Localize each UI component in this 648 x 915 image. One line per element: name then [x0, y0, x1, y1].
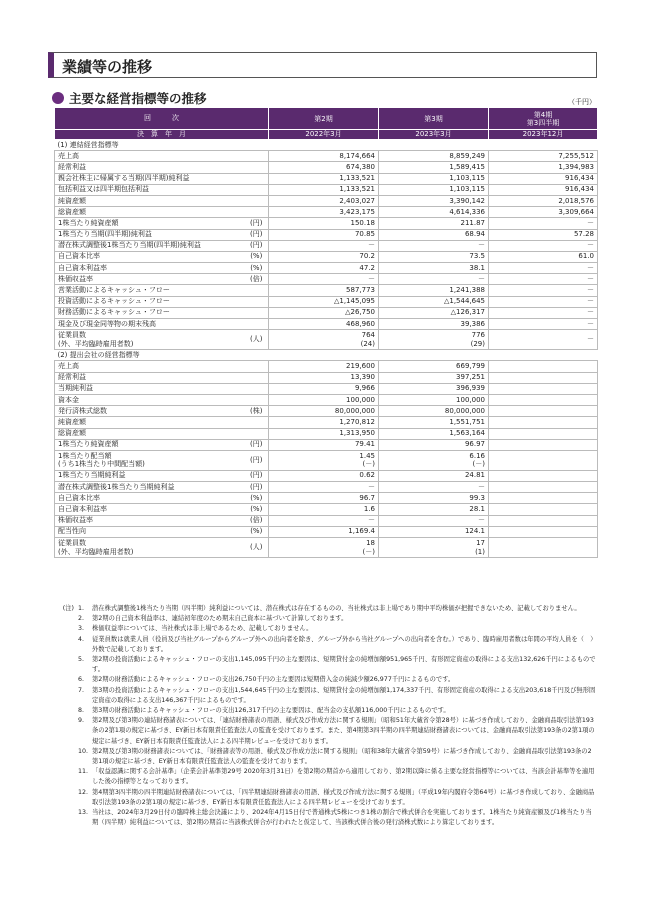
bullet-dot-icon — [52, 92, 64, 104]
value-sub: (24) — [360, 339, 375, 348]
row-value — [489, 383, 598, 394]
row-label: 自己資本比率 — [55, 251, 245, 262]
note-number: 7. — [78, 686, 85, 694]
table-row — [55, 372, 598, 383]
row-label — [55, 450, 245, 470]
note-lead — [52, 655, 78, 675]
row-value — [489, 406, 598, 417]
row-value: 1,394,983 — [489, 162, 598, 173]
row-label: 潜在株式調整後1株当たり当期(四半期)純利益 — [55, 240, 245, 251]
row-value: 38.1 — [379, 263, 489, 274]
row-value: 8,174,664 — [269, 151, 379, 162]
row-value — [489, 439, 598, 450]
row-value — [489, 493, 598, 504]
row-unit: (円) — [245, 229, 269, 240]
table-row — [55, 526, 598, 537]
row-value: 1,133,521 — [269, 184, 379, 195]
row-value — [489, 372, 598, 383]
row-label: 1株当たり純資産額 — [55, 218, 245, 229]
row-unit — [245, 195, 269, 206]
row-unit — [245, 428, 269, 439]
value-main: 776 — [471, 331, 485, 340]
note-lead — [52, 716, 78, 747]
row-label: 親会社株主に帰属する当期(四半期)純利益 — [55, 173, 245, 184]
row-unit — [245, 394, 269, 405]
table-row — [55, 383, 598, 394]
row-label: 売上高 — [55, 361, 245, 372]
value-main: 6.16 — [469, 451, 485, 460]
note-lead — [52, 788, 78, 808]
table-row — [55, 218, 598, 229]
employees-row — [55, 330, 598, 350]
note-text: 従業員数は就業人員（役員及び当社グループからグループ外への出向者を除き、グループ外から当社グループへの出向者を含む。）であり、臨時雇用者数は年間の平均人員を（ ）外数で記載しております。 — [92, 635, 597, 653]
note-lead: (注) — [62, 605, 74, 612]
row-value: 3,423,175 — [269, 207, 379, 218]
row-value: 1,241,388 — [379, 285, 489, 296]
row-value: － — [489, 218, 598, 229]
header-col: 第2期 — [269, 108, 379, 130]
row-label-line: 1株当たり配当額 — [58, 451, 112, 460]
row-value: 8,859,249 — [379, 151, 489, 162]
financial-table — [54, 107, 598, 558]
row-label: 売上高 — [55, 151, 245, 162]
row-unit — [245, 296, 269, 307]
period-date: 2023年3月 — [379, 130, 489, 140]
row-value: 79.41 — [269, 439, 379, 450]
row-label: 純資産額 — [55, 195, 245, 206]
row-value: － — [379, 274, 489, 285]
period-date: 2023年12月 — [489, 130, 598, 140]
row-unit — [245, 173, 269, 184]
row-value: 1,103,115 — [379, 184, 489, 195]
row-unit: (人) — [245, 538, 269, 558]
table-row — [55, 361, 598, 372]
row-value: － — [379, 240, 489, 251]
row-value: 24.81 — [379, 470, 489, 481]
header-col: 第4期 第3四半期 — [489, 108, 598, 130]
note-item — [52, 747, 597, 767]
row-value — [489, 538, 598, 558]
row-value: △26,750 — [269, 307, 379, 318]
row-value: 1,589,415 — [379, 162, 489, 173]
row-label: 包括利益又は四半期包括利益 — [55, 184, 245, 195]
note-item — [52, 614, 597, 624]
row-value: 1,313,950 — [269, 428, 379, 439]
table-row — [55, 151, 598, 162]
note-number: 10. — [78, 747, 89, 755]
row-value — [489, 470, 598, 481]
row-label: 自己資本比率 — [55, 493, 245, 504]
note-text: 第3期の財務活動によるキャッシュ・フローの支出126,317千円の主な要因は、配当金の支払額116,000千円によるものです。 — [92, 707, 450, 715]
note-item — [52, 706, 597, 716]
table-row — [55, 240, 598, 251]
row-label: 当期純利益 — [55, 383, 245, 394]
row-value — [489, 504, 598, 515]
note-item — [52, 686, 597, 706]
value-main: 18 — [366, 539, 375, 547]
note-number: 4. — [78, 635, 85, 643]
note-text: 第2期及び第3期の財務諸表については、「財務諸表等の用語、様式及び作成方法に関する規則」（昭和38年大蔵省令第59号）に基づき作成しており、金融商品取引法第193条の2第1項の規定に基づき、EY新日本有限責任監査法人の監査を受けております。 — [92, 747, 592, 766]
table-row — [55, 394, 598, 405]
row-unit: (円) — [245, 218, 269, 229]
row-value: 0.62 — [269, 470, 379, 481]
note-lead — [52, 747, 78, 767]
note-item — [52, 808, 597, 828]
row-value: △1,145,095 — [269, 296, 379, 307]
row-value: 39,386 — [379, 319, 489, 330]
dividend-row — [55, 450, 598, 470]
row-label: 自己資本利益率 — [55, 263, 245, 274]
table-row — [55, 417, 598, 428]
row-value: 1,169.4 — [269, 526, 379, 537]
table-row — [55, 428, 598, 439]
row-value — [489, 526, 598, 537]
row-value: 80,000,000 — [379, 406, 489, 417]
row-value: 916,434 — [489, 184, 598, 195]
row-unit — [245, 307, 269, 318]
row-label-sub: (うち1株当たり中間配当額) — [58, 460, 145, 469]
row-value: 2,018,576 — [489, 195, 598, 206]
row-label: 自己資本利益率 — [55, 504, 245, 515]
row-unit — [245, 151, 269, 162]
row-value: － — [269, 482, 379, 493]
note-item — [52, 788, 597, 808]
note-lead — [52, 635, 78, 655]
row-unit: (円) — [245, 482, 269, 493]
table-row — [55, 482, 598, 493]
note-number: 3. — [78, 625, 85, 633]
row-unit — [245, 207, 269, 218]
period-row — [55, 130, 598, 140]
row-value: 61.0 — [489, 251, 598, 262]
row-value: △126,317 — [379, 307, 489, 318]
row-value — [379, 450, 489, 470]
row-value: 150.18 — [269, 218, 379, 229]
consolidated-section — [55, 140, 598, 151]
row-value: 68.94 — [379, 229, 489, 240]
row-value: － — [489, 285, 598, 296]
table-row — [55, 184, 598, 195]
unit-label: （千円） — [568, 98, 596, 106]
row-value — [489, 450, 598, 470]
note-item — [52, 716, 597, 747]
row-unit: (%) — [245, 251, 269, 262]
value-sub: (－) — [362, 460, 375, 469]
note-number: 6. — [78, 676, 85, 684]
table-row — [55, 173, 598, 184]
row-value — [489, 394, 598, 405]
note-item — [52, 624, 597, 634]
table-row — [55, 504, 598, 515]
row-label: 総資産額 — [55, 207, 245, 218]
note-lead — [52, 614, 78, 624]
row-unit: (株) — [245, 406, 269, 417]
row-value: 674,380 — [269, 162, 379, 173]
row-value: 100,000 — [269, 394, 379, 405]
row-value: △1,544,645 — [379, 296, 489, 307]
row-value: 70.2 — [269, 251, 379, 262]
row-label: 総資産額 — [55, 428, 245, 439]
row-value: 80,000,000 — [269, 406, 379, 417]
note-text: 「収益認識に関する会計基準」（企業会計基準第29号 2020年3月31日）を第2期の期首から適用しており、第2期以降に係る主要な経営指標等については、当該会計基準等を適用した後の指標等となっております。 — [92, 768, 595, 786]
row-value: 28.1 — [379, 504, 489, 515]
note-lead — [52, 675, 78, 685]
value-sub: (－) — [472, 460, 485, 469]
table-row — [55, 296, 598, 307]
note-item — [52, 635, 597, 655]
row-unit — [245, 319, 269, 330]
header-col: 第3期 — [379, 108, 489, 130]
page-title: 業績等の推移 — [62, 58, 153, 76]
table-row — [55, 229, 598, 240]
section-heading — [52, 89, 207, 107]
note-number: 8. — [78, 707, 85, 715]
row-unit — [245, 361, 269, 372]
table-row — [55, 207, 598, 218]
table-row — [55, 406, 598, 417]
note-lead — [52, 686, 78, 706]
row-unit: (%) — [245, 526, 269, 537]
note-text: 第2期の財務活動によるキャッシュ・フローの支出26,750千円の主な要因は短期借入金の純減少額26,977千円によるものです。 — [92, 676, 455, 684]
row-label — [55, 330, 245, 350]
value-sub: (29) — [470, 339, 485, 348]
row-value: 124.1 — [379, 526, 489, 537]
row-label: 経常利益 — [55, 372, 245, 383]
row-value: 9,966 — [269, 383, 379, 394]
row-unit — [245, 184, 269, 195]
row-label-line: 従業員数 — [58, 539, 86, 547]
row-value: 1,563,164 — [379, 428, 489, 439]
row-value: 1,551,751 — [379, 417, 489, 428]
table-row — [55, 195, 598, 206]
row-label: 発行済株式総数 — [55, 406, 245, 417]
value-main: 764 — [361, 331, 375, 340]
table-row — [55, 470, 598, 481]
parent-section — [55, 350, 598, 361]
row-value: － — [379, 515, 489, 526]
header-label: 回 次 — [55, 108, 269, 130]
note-number: 9. — [78, 717, 85, 725]
note-item — [52, 604, 597, 614]
row-value: 47.2 — [269, 263, 379, 274]
table-row — [55, 162, 598, 173]
row-value: － — [269, 240, 379, 251]
row-value: 397,251 — [379, 372, 489, 383]
row-value: 3,309,664 — [489, 207, 598, 218]
row-value: － — [489, 274, 598, 285]
row-value: 669,799 — [379, 361, 489, 372]
row-value: 3,390,142 — [379, 195, 489, 206]
row-value: － — [269, 274, 379, 285]
row-unit: (%) — [245, 263, 269, 274]
row-value — [269, 450, 379, 470]
row-unit — [245, 372, 269, 383]
row-label: 資本金 — [55, 394, 245, 405]
row-value: － — [269, 515, 379, 526]
row-label: 1株当たり当期(四半期)純利益 — [55, 229, 245, 240]
row-value: 1,270,812 — [269, 417, 379, 428]
row-unit — [245, 162, 269, 173]
row-value: 468,960 — [269, 319, 379, 330]
row-value: 4,614,336 — [379, 207, 489, 218]
row-value: － — [489, 319, 598, 330]
row-value — [269, 538, 379, 558]
row-unit: (%) — [245, 504, 269, 515]
row-value: － — [379, 482, 489, 493]
row-value: 70.85 — [269, 229, 379, 240]
value-main: 1.45 — [359, 451, 375, 460]
row-unit — [245, 383, 269, 394]
row-value: 99.3 — [379, 493, 489, 504]
note-lead — [52, 706, 78, 716]
row-label: 潜在株式調整後1株当たり当期純利益 — [55, 482, 245, 493]
row-unit: (人) — [245, 330, 269, 350]
row-label: 株価収益率 — [55, 515, 245, 526]
note-text: 第2期及び第3期の連結財務諸表については、「連結財務諸表の用語、様式及び作成方法に関する規則」（昭和51年大蔵省令第28号）に基づき作成しており、金融商品取引法第193条の2第1項の規定に基づき、EY新日本有限責任監査法人の監査を受けております。また、第4期第3四半期の四半期連結財務諸表については、金融商品取引法第193条の2第1項の規定に基づき、EY新日本有限責任監査法人による四半期レビューを受けております。 — [92, 717, 595, 745]
parent-employees-row — [55, 538, 598, 558]
row-label: 財務活動によるキャッシュ・フロー — [55, 307, 245, 318]
table-row — [55, 493, 598, 504]
note-text: 第4期第3四半期の四半期連結財務諸表については、「四半期連結財務諸表の用語、様式及び作成方法に関する規則」（平成19年内閣府令第64号）に基づき作成しており、金融商品取引法第193条の2第1項の規定に基づき、EY新日本有限責任監査法人による四半期レビューを受けております。 — [92, 788, 595, 806]
row-label — [55, 538, 245, 558]
row-value: 396,939 — [379, 383, 489, 394]
row-unit: (円) — [245, 470, 269, 481]
row-value: 2,403,027 — [269, 195, 379, 206]
row-value: 96.7 — [269, 493, 379, 504]
section-title: 主要な経営指標等の推移 — [69, 91, 207, 106]
row-unit: (%) — [245, 493, 269, 504]
value-main: 17 — [476, 539, 485, 547]
row-label: 経常利益 — [55, 162, 245, 173]
row-unit: (円) — [245, 450, 269, 470]
row-value: － — [489, 330, 598, 350]
note-item — [52, 655, 597, 675]
note-text: 株価収益率については、当社株式は非上場であるため、記載しておりません。 — [92, 625, 313, 633]
page-title-bar — [48, 52, 597, 78]
row-value — [269, 330, 379, 350]
note-number: 2. — [78, 615, 85, 623]
row-label: 現金及び現金同等物の期末残高 — [55, 319, 245, 330]
row-label-sub: (外、平均臨時雇用者数) — [58, 339, 134, 348]
row-value: 73.5 — [379, 251, 489, 262]
row-value — [379, 538, 489, 558]
row-value — [489, 482, 598, 493]
table-row — [55, 307, 598, 318]
table-row — [55, 439, 598, 450]
row-unit: (倍) — [245, 274, 269, 285]
row-value: 13,390 — [269, 372, 379, 383]
consolidated-section-label: (1) 連結経営指標等 — [55, 140, 598, 151]
row-value: － — [489, 296, 598, 307]
row-value — [379, 330, 489, 350]
row-value: 587,773 — [269, 285, 379, 296]
notes-section — [52, 604, 597, 828]
row-label: 株価収益率 — [55, 274, 245, 285]
note-number: 1. — [78, 605, 85, 612]
note-text: 当社は、2024年3月29日付の臨時株主総会決議により、2024年4月15日付で普通株式5株につき1株の割合で株式併合を実施しております。1株当たり純資産額及び1株当たり当期（四半期）純利益については、第2期の期首に当該株式併合が行われたと仮定して、当該株式併合後の発行済株式数により算定しております。 — [92, 809, 592, 827]
row-value: 219,600 — [269, 361, 379, 372]
row-label: 1株当たり当期純利益 — [55, 470, 245, 481]
note-item — [52, 767, 597, 787]
row-value — [489, 361, 598, 372]
row-value: 1,133,521 — [269, 173, 379, 184]
value-sub: (1) — [475, 547, 485, 556]
note-item — [52, 675, 597, 685]
row-label: 投資活動によるキャッシュ・フロー — [55, 296, 245, 307]
row-unit: (倍) — [245, 515, 269, 526]
row-value: 211.87 — [379, 218, 489, 229]
row-value: 1.6 — [269, 504, 379, 515]
table-row — [55, 263, 598, 274]
row-label: 1株当たり純資産額 — [55, 439, 245, 450]
header-row — [55, 108, 598, 130]
row-value — [489, 417, 598, 428]
row-value: 100,000 — [379, 394, 489, 405]
row-unit — [245, 417, 269, 428]
row-unit: (円) — [245, 439, 269, 450]
table-row — [55, 515, 598, 526]
row-value: － — [489, 263, 598, 274]
note-text: 潜在株式調整後1株当たり当期（四半期）純利益については、潜在株式は存在するものの、当社株式は非上場であり期中平均株価が把握できないため、記載しておりません。 — [92, 605, 581, 612]
row-label: 配当性向 — [55, 526, 245, 537]
row-value: 57.28 — [489, 229, 598, 240]
period-date: 2022年3月 — [269, 130, 379, 140]
note-lead — [52, 624, 78, 634]
note-number: 11. — [78, 768, 89, 776]
row-label-line: 従業員数 — [58, 331, 86, 340]
row-value: － — [489, 240, 598, 251]
note-lead — [52, 808, 78, 828]
table-row — [55, 251, 598, 262]
row-label-sub: (外、平均臨時雇用者数) — [58, 547, 134, 556]
table-row — [55, 274, 598, 285]
note-number: 5. — [78, 656, 85, 664]
parent-section-label: (2) 提出会社の経営指標等 — [55, 350, 598, 361]
note-text: 第2期の自己資本利益率は、連結初年度のため期末自己資本に基づいて計算しております。 — [92, 615, 348, 623]
note-number: 12. — [78, 788, 89, 796]
table-row — [55, 319, 598, 330]
note-number: 13. — [78, 809, 89, 817]
note-text: 第2期の投資活動によるキャッシュ・フローの支出1,145,095千円の主な要因は、短期貸付金の純増加額951,965千円、有形固定資産の取得による支出132,626千円によるものです。 — [92, 656, 596, 674]
row-value: 7,255,512 — [489, 151, 598, 162]
row-unit: (円) — [245, 240, 269, 251]
table-row — [55, 285, 598, 296]
row-label: 営業活動によるキャッシュ・フロー — [55, 285, 245, 296]
period-label: 決 算 年 月 — [55, 130, 269, 140]
note-lead — [52, 767, 78, 787]
row-label: 純資産額 — [55, 417, 245, 428]
value-sub: (－) — [362, 547, 375, 556]
row-unit — [245, 285, 269, 296]
row-value: － — [489, 307, 598, 318]
row-value — [489, 515, 598, 526]
row-value — [489, 428, 598, 439]
row-value: 1,103,115 — [379, 173, 489, 184]
row-value: 96.97 — [379, 439, 489, 450]
row-value: 916,434 — [489, 173, 598, 184]
note-text: 第3期の投資活動によるキャッシュ・フローの支出1,544,645千円の主な要因は、短期貸付金の純増加額1,174,337千円、有形固定資産の取得による支出203,618千円及び無形固定資産の取得による支出146,367千円によるものです。 — [92, 686, 596, 704]
